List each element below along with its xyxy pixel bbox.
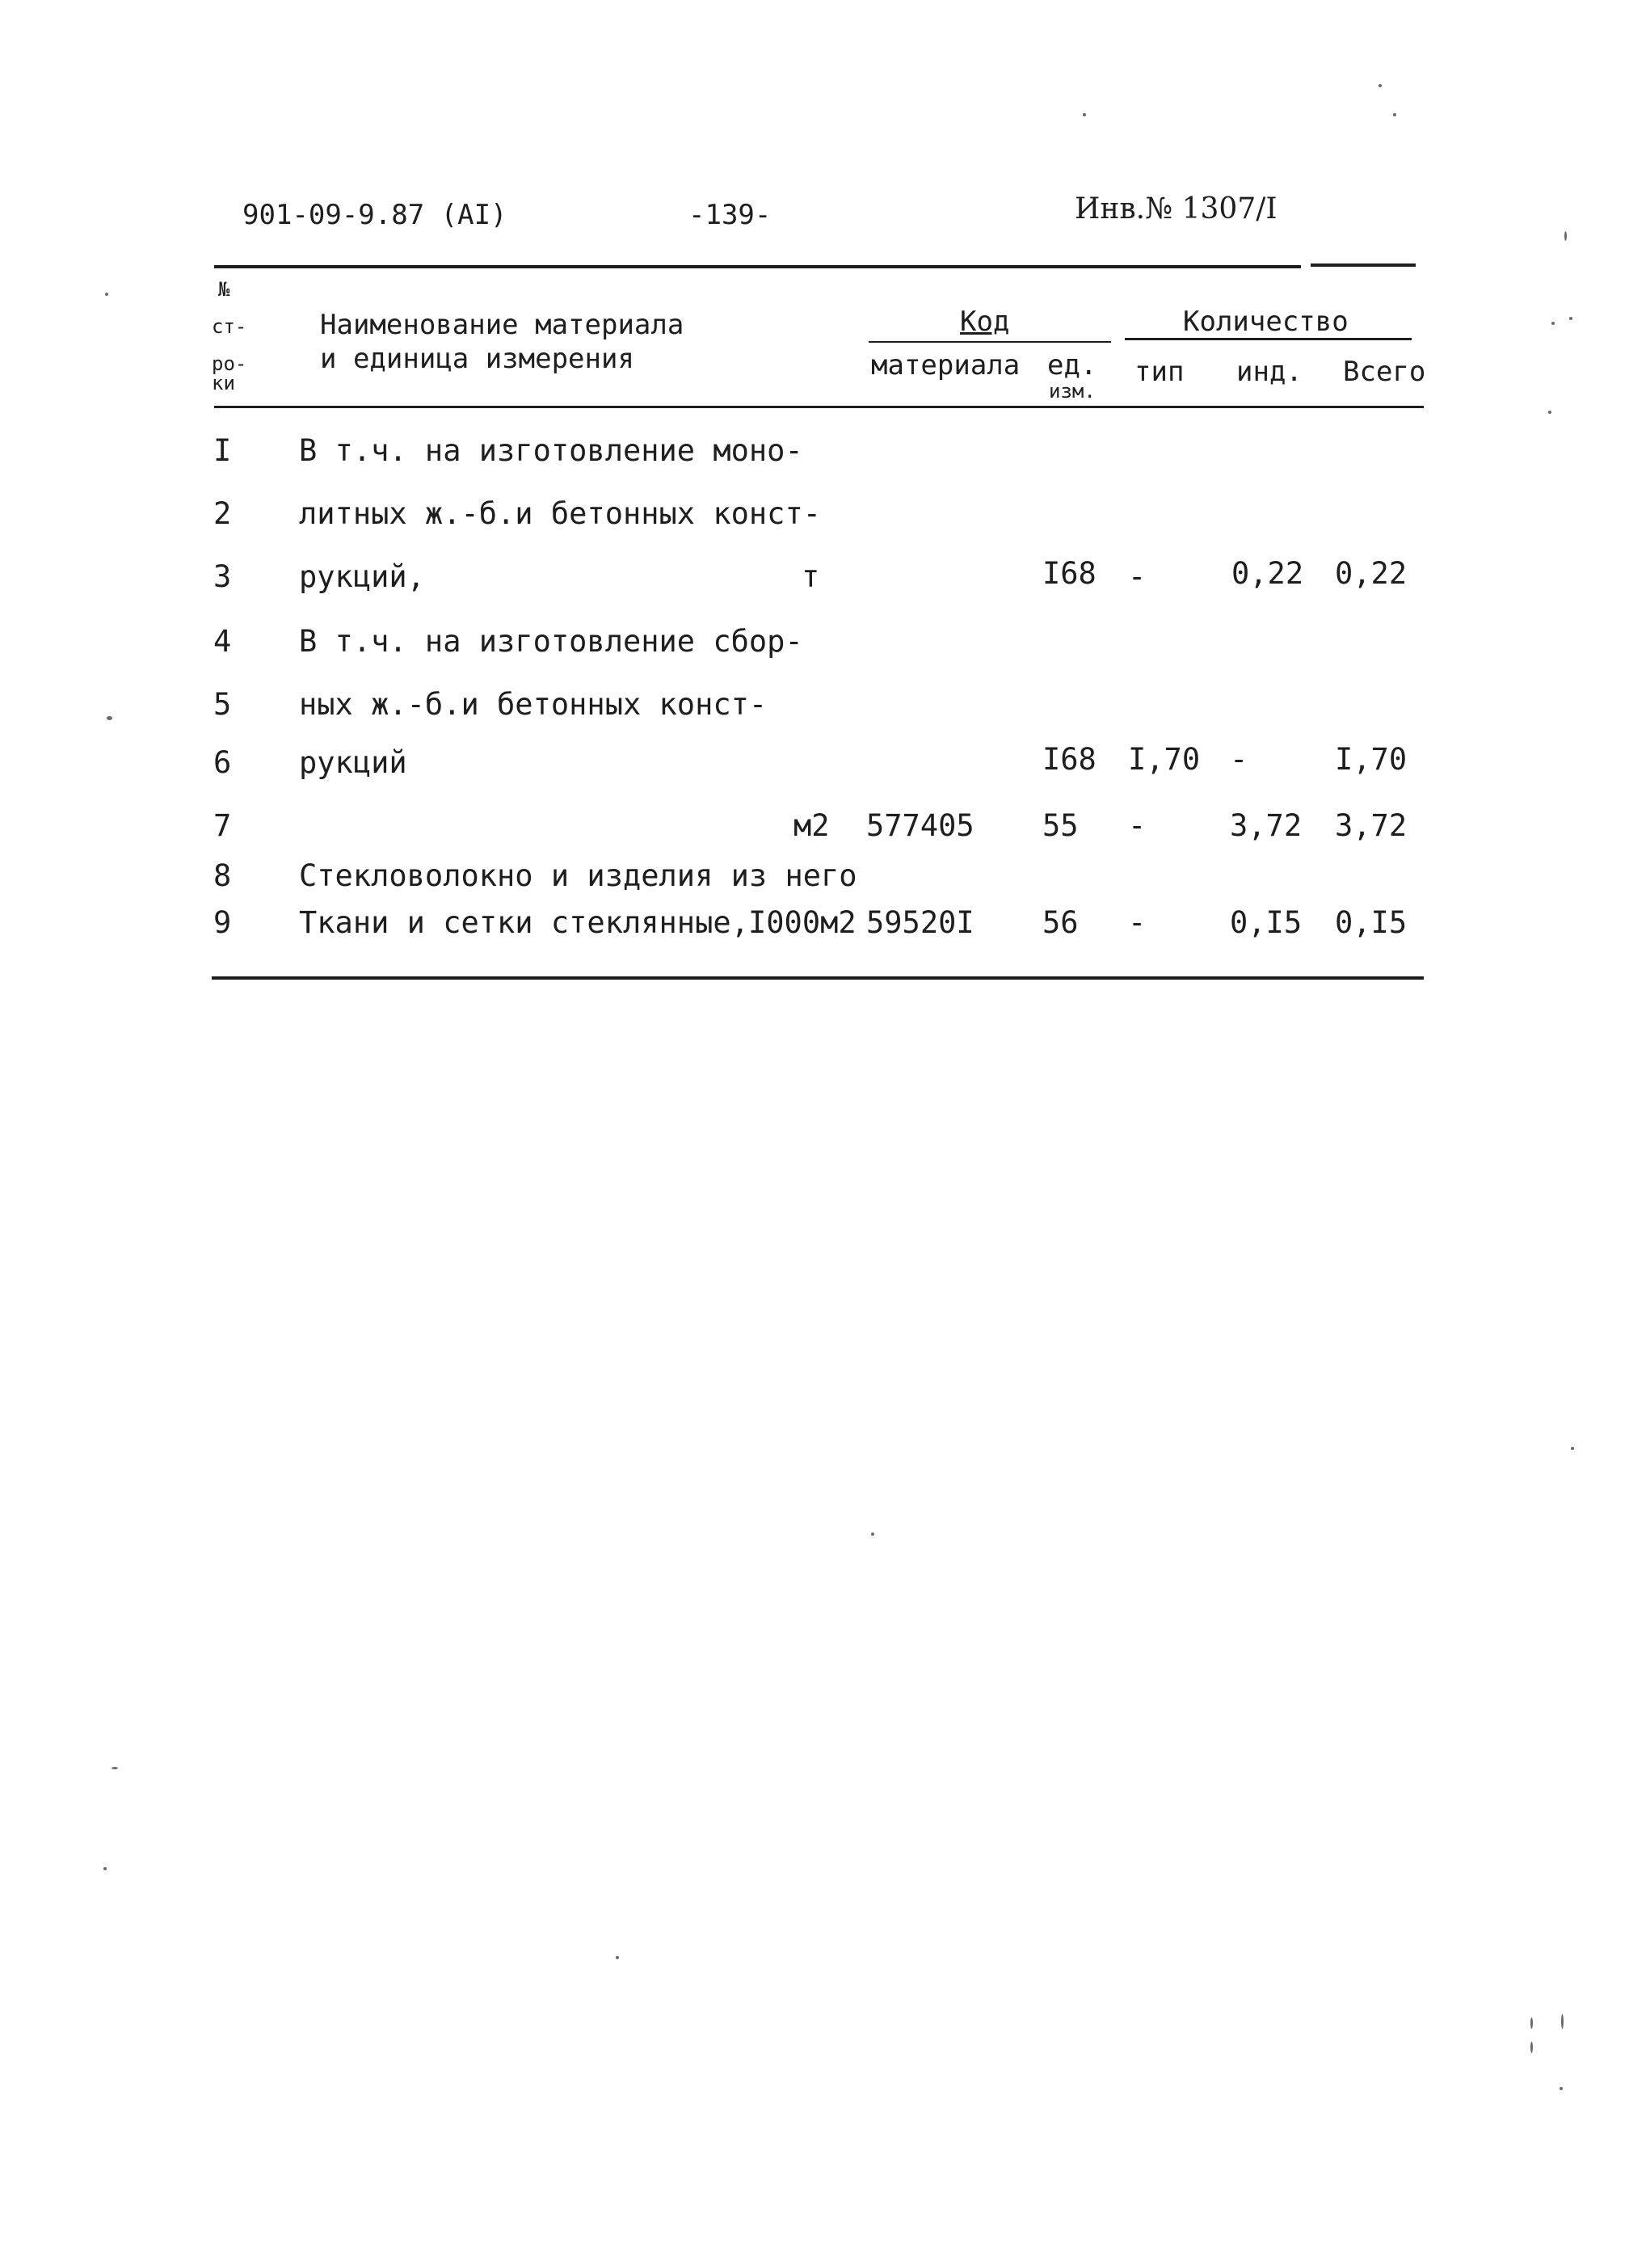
row-material-code: 59520I: [866, 905, 974, 940]
row-quantity-total: 0,I5: [1335, 905, 1408, 940]
scan-speck: [616, 1956, 619, 1959]
row-number: 8: [213, 858, 232, 893]
row-quantity-total: 3,72: [1335, 808, 1408, 843]
row-quantity-ind: 0,I5: [1230, 905, 1303, 940]
scan-speck: [871, 1532, 874, 1536]
page-number: -139-: [688, 199, 772, 231]
top-rule: [214, 265, 1301, 268]
row-unit: I000м2: [748, 905, 857, 940]
scan-speck: [1083, 113, 1086, 116]
row-unit-code: 56: [1042, 905, 1079, 940]
row-number: 7: [213, 808, 232, 843]
scan-speck: [1561, 2014, 1564, 2029]
row-quantity-type: -: [1128, 559, 1147, 594]
header-quantity-ind: инд.: [1236, 356, 1303, 388]
row-name: В т.ч. на изготовление моно-: [299, 433, 803, 468]
row-quantity-type: -: [1128, 905, 1147, 940]
row-unit-code: I68: [1042, 742, 1097, 777]
row-name: литных ж.-б.и бетонных конст-: [299, 496, 822, 531]
scan-speck: [103, 1867, 107, 1870]
scan-speck: [1569, 317, 1572, 320]
scan-speck: [1530, 2042, 1533, 2053]
row-quantity-total: I,70: [1335, 742, 1408, 777]
row-quantity-type: I,70: [1128, 742, 1201, 777]
row-quantity-ind: 3,72: [1230, 808, 1303, 843]
header-quantity-total: Всего: [1343, 356, 1426, 388]
row-number: 9: [213, 905, 232, 940]
top-rule-right: [1311, 263, 1416, 267]
row-quantity-ind: -: [1230, 742, 1248, 777]
row-unit: м2: [793, 808, 830, 843]
row-number: I: [213, 433, 232, 468]
header-quantity-type: тип: [1134, 356, 1185, 388]
row-number: 6: [213, 745, 232, 780]
row-number: 4: [213, 624, 232, 659]
row-name: В т.ч. на изготовление сбор-: [299, 624, 803, 659]
row-quantity-total: 0,22: [1335, 556, 1408, 591]
scan-speck: [107, 716, 112, 720]
scan-speck: [1564, 231, 1567, 241]
header-code-material: материала: [871, 349, 1021, 382]
header-code-group: Код: [960, 306, 1010, 338]
scan-speck: [1560, 2087, 1563, 2090]
scan-speck: [112, 1767, 118, 1769]
header-row-no-3: ки: [212, 372, 235, 394]
scan-speck: [105, 293, 108, 296]
row-unit-code: I68: [1042, 556, 1097, 591]
scan-speck: [1379, 84, 1382, 87]
inventory-number: Инв.№ 1307/I: [1075, 192, 1278, 226]
header-code-unit-2: изм.: [1049, 380, 1096, 403]
row-quantity-type: -: [1128, 808, 1147, 843]
header-code-rule: [869, 341, 1111, 343]
header-row-no-1: ст-: [212, 315, 247, 338]
row-unit: т: [802, 559, 820, 594]
header-name-line1: Наименование материала: [320, 309, 684, 341]
header-row-no-symbol: №: [218, 278, 230, 301]
scan-speck: [1551, 322, 1555, 325]
row-name: рукций,: [299, 559, 425, 594]
table-bottom-rule: [212, 976, 1424, 980]
scan-speck: [1393, 113, 1396, 116]
row-name: Стекловолокно и изделия из него: [299, 858, 857, 893]
row-material-code: 577405: [866, 808, 974, 843]
header-bottom-rule: [214, 406, 1424, 408]
row-name: Ткани и сетки стеклянные,: [299, 905, 749, 940]
row-number: 5: [213, 687, 232, 722]
header-name-line2: и единица измерения: [320, 343, 634, 375]
row-number: 2: [213, 496, 232, 531]
scan-speck: [1548, 411, 1551, 414]
row-name: ных ж.-б.и бетонных конст-: [299, 687, 768, 722]
row-name: рукций: [299, 745, 407, 780]
header-row-no-2: ро-: [212, 352, 247, 375]
scan-speck: [1571, 1447, 1574, 1450]
document-code: 901-09-9.87 (АI): [242, 199, 507, 231]
row-quantity-ind: 0,22: [1231, 556, 1304, 591]
header-code-unit: ед.: [1047, 349, 1097, 382]
row-unit-code: 55: [1042, 808, 1079, 843]
scan-speck: [1530, 2017, 1533, 2029]
row-number: 3: [213, 559, 232, 594]
header-quantity-rule: [1125, 338, 1412, 340]
header-quantity-group: Количество: [1183, 306, 1349, 338]
